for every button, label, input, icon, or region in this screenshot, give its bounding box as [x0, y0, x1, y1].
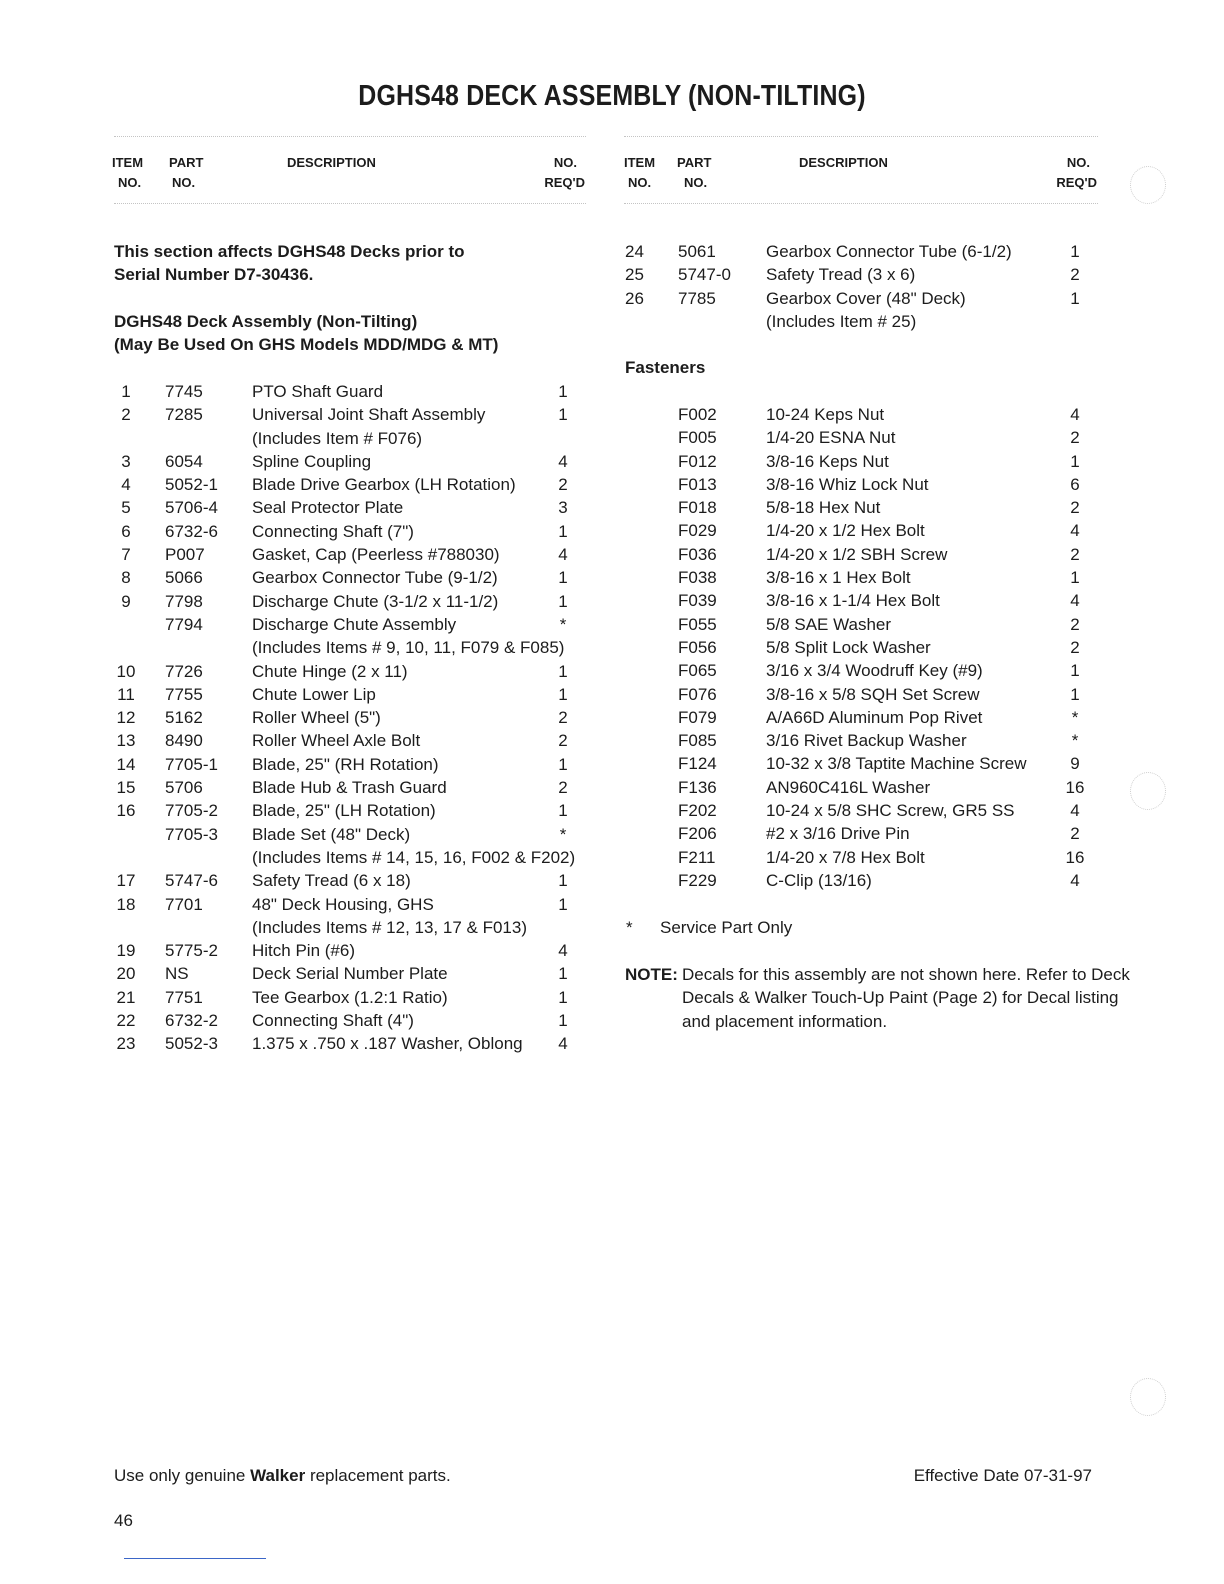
table-row — [0, 263, 1224, 286]
part-number: F005 — [678, 428, 717, 448]
quantity-required: 2 — [1070, 265, 1080, 285]
table-row — [0, 939, 600, 962]
item-number: 13 — [116, 731, 136, 751]
part-description: AN960C416L Washer — [766, 777, 931, 797]
part-description: Chute Hinge (2 x 11) — [252, 661, 408, 681]
intro-line: Serial Number D7-30436. — [114, 265, 314, 285]
part-description: 5/8 SAE Washer — [766, 614, 892, 634]
quantity-required: 1 — [1070, 451, 1080, 471]
part-description: (Includes Items # 12, 13, 17 & F013) — [252, 917, 527, 937]
note-text — [682, 963, 1130, 1033]
col-header-item-left — [112, 153, 143, 193]
part-description: 1.375 x .750 x .187 Washer, Oblong — [252, 1034, 523, 1054]
quantity-required: 2 — [1070, 498, 1080, 518]
binder-hole-icon — [1130, 1378, 1166, 1416]
part-number: F211 — [678, 847, 716, 867]
part-description: 1/4-20 x 7/8 Hex Bolt — [766, 847, 925, 867]
subsection-line: (May Be Used On GHS Models MDD/MDG & MT) — [114, 335, 499, 355]
col-header-item-right — [624, 153, 655, 193]
header-bottom-rule-right — [624, 203, 1098, 204]
quantity-required: 3 — [558, 498, 568, 518]
part-description: (Includes Item # F076) — [252, 428, 423, 448]
quantity-required: 4 — [1070, 591, 1080, 611]
part-number: 8490 — [165, 731, 203, 751]
footer-text: Use only genuine — [114, 1466, 251, 1485]
item-number: 25 — [625, 265, 644, 285]
part-number: F229 — [678, 870, 717, 890]
item-number: 2 — [121, 405, 131, 425]
part-number: F085 — [678, 731, 717, 751]
item-number: 9 — [121, 591, 131, 611]
part-number: 6732-6 — [165, 521, 218, 541]
part-number: F206 — [678, 824, 717, 844]
item-number: 15 — [116, 778, 136, 798]
header-text: NO. — [118, 175, 142, 190]
fastener-row — [0, 776, 1224, 799]
quantity-required: 4 — [558, 1034, 568, 1054]
note-line: Decals for this assembly are not shown here. Refer to Deck — [682, 965, 1130, 984]
note-line: and placement information. — [682, 1011, 888, 1031]
part-number: F056 — [678, 637, 717, 657]
quantity-required: 1 — [1070, 684, 1080, 704]
part-number: F202 — [678, 801, 717, 821]
fastener-row — [0, 822, 1224, 845]
footer-brand: Walker — [250, 1466, 306, 1485]
part-description: 3/8-16 Whiz Lock Nut — [766, 474, 929, 494]
quantity-required: 2 — [1070, 614, 1080, 634]
item-number: 26 — [625, 288, 644, 308]
service-mark: * — [626, 918, 633, 937]
fastener-row — [0, 729, 1224, 752]
quantity-required: 1 — [558, 894, 568, 914]
part-description: 3/8-16 x 5/8 SQH Set Screw — [766, 684, 980, 704]
part-description: Universal Joint Shaft Assembly — [252, 405, 486, 425]
part-description: C-Clip (13/16) — [766, 870, 872, 890]
quantity-required: 1 — [558, 964, 568, 984]
quantity-required: 1 — [1070, 568, 1080, 588]
table-row — [0, 893, 600, 916]
table-row — [0, 240, 1224, 263]
part-number: 5066 — [165, 568, 203, 588]
quantity-required: 2 — [558, 475, 568, 495]
quantity-required: 4 — [558, 451, 568, 471]
part-description: 10-32 x 3/8 Taptite Machine Screw — [766, 754, 1027, 774]
part-description: 5/8 Split Lock Washer — [766, 637, 931, 657]
part-number: 7705-1 — [165, 754, 218, 774]
quantity-required: 1 — [558, 591, 568, 611]
part-number: 7701 — [165, 894, 203, 914]
part-description: Discharge Chute Assembly — [252, 614, 457, 634]
item-number: 19 — [116, 941, 136, 961]
fastener-row — [0, 799, 1224, 822]
header-bottom-rule-left — [114, 203, 586, 204]
part-number: 5162 — [165, 708, 203, 728]
quantity-required: 4 — [1070, 405, 1080, 424]
table-row — [0, 1032, 600, 1055]
part-number: F013 — [678, 474, 717, 494]
part-number: 7745 — [165, 382, 203, 401]
part-number: F018 — [678, 498, 717, 518]
quantity-required: 4 — [1070, 870, 1080, 890]
part-description: Safety Tread (6 x 18) — [252, 871, 411, 891]
part-number: 5052-3 — [165, 1034, 218, 1054]
part-description: Spline Coupling — [252, 451, 372, 471]
quantity-required: 1 — [1070, 288, 1080, 308]
table-row — [0, 986, 600, 1009]
part-description: 3/8-16 x 1-1/4 Hex Bolt — [766, 591, 940, 611]
table-row — [0, 380, 600, 403]
header-text: ITEM — [112, 155, 144, 170]
part-number: F002 — [678, 405, 717, 424]
part-description: Gasket, Cap (Peerless #788030) — [252, 545, 500, 565]
quantity-required: 16 — [1065, 777, 1085, 797]
header-text: NO. — [553, 155, 577, 170]
part-description: Gearbox Cover (48" Deck) — [766, 288, 966, 308]
part-number: 7726 — [165, 661, 203, 681]
quantity-required: 1 — [558, 568, 568, 588]
quantity-required: 2 — [558, 731, 568, 751]
item-number: 4 — [121, 475, 131, 495]
quantity-required: 2 — [1070, 637, 1080, 657]
footer-rule — [124, 1558, 266, 1559]
part-number: 7755 — [165, 684, 203, 704]
quantity-required: * — [559, 824, 567, 844]
item-number: 8 — [121, 568, 131, 588]
part-description: 1/4-20 x 1/2 Hex Bolt — [766, 521, 925, 541]
part-number: 5061 — [678, 242, 716, 261]
part-description: Connecting Shaft (7") — [252, 521, 414, 541]
part-description: 48" Deck Housing, GHS — [252, 894, 434, 914]
part-number: NS — [165, 964, 189, 984]
fastener-row — [0, 846, 1224, 869]
part-description: Chute Lower Lip — [252, 684, 376, 704]
quantity-required: 1 — [1070, 661, 1080, 681]
part-description: Deck Serial Number Plate — [252, 964, 448, 984]
item-number: 24 — [625, 242, 644, 261]
quantity-required: 1 — [558, 987, 568, 1007]
part-number: 6732-2 — [165, 1011, 218, 1031]
part-description: Connecting Shaft (4") — [252, 1011, 414, 1031]
item-number: 23 — [116, 1034, 136, 1054]
part-number: 7705-3 — [165, 824, 218, 844]
part-number: 5747-6 — [165, 871, 218, 891]
item-number: 1 — [121, 382, 131, 401]
part-description: 10-24 Keps Nut — [766, 405, 885, 424]
header-text: NO. — [1066, 155, 1090, 170]
part-description: (Includes Items # 14, 15, 16, F002 & F202) — [252, 847, 576, 867]
part-description: (Includes Items # 9, 10, 11, F079 & F085) — [252, 638, 565, 658]
item-number: 7 — [121, 545, 131, 565]
item-number: 12 — [116, 708, 136, 728]
fastener-row — [0, 403, 1224, 426]
part-description: Roller Wheel (5") — [252, 708, 381, 728]
part-description: Blade Set (48" Deck) — [252, 824, 411, 844]
quantity-required: * — [1071, 731, 1079, 751]
part-description: Roller Wheel Axle Bolt — [252, 731, 421, 751]
item-number: 11 — [117, 684, 135, 704]
fastener-row — [0, 566, 1224, 589]
quantity-required: 9 — [1070, 754, 1080, 774]
part-description: 3/16 x 3/4 Woodruff Key (#9) — [766, 661, 983, 681]
item-number: 14 — [116, 754, 136, 774]
item-number: 6 — [121, 521, 131, 541]
fastener-row — [0, 450, 1224, 473]
part-number: F038 — [678, 568, 717, 588]
col-header-req-right — [1030, 153, 1097, 193]
table-row — [0, 1009, 600, 1032]
note-line: Decals & Walker Touch-Up Paint (Page 2) for Decal listing — [682, 988, 1119, 1008]
footer-disclaimer — [114, 1466, 451, 1486]
note-label: NOTE: — [625, 965, 678, 984]
col-header-desc-right: DESCRIPTION — [799, 155, 888, 170]
part-number: F136 — [678, 777, 717, 797]
quantity-required: 6 — [1070, 474, 1080, 494]
fastener-row — [0, 636, 1224, 659]
quantity-required: 1 — [558, 661, 568, 681]
binder-hole-icon — [1130, 166, 1166, 204]
part-description: Blade, 25" (RH Rotation) — [252, 754, 439, 774]
quantity-required: 2 — [1070, 428, 1080, 448]
item-number: 5 — [121, 498, 131, 518]
part-number: F065 — [678, 661, 717, 681]
binder-hole-icon — [1130, 772, 1166, 810]
table-row — [0, 310, 1224, 333]
part-description: 10-24 x 5/8 SHC Screw, GR5 SS — [766, 801, 1015, 821]
col-header-desc-left: DESCRIPTION — [287, 155, 376, 170]
fasteners-heading: Fasteners — [625, 358, 706, 377]
item-number: 21 — [116, 987, 136, 1007]
table-row — [0, 962, 600, 985]
part-number: F039 — [678, 591, 717, 611]
fastener-row — [0, 613, 1224, 636]
fasteners-table — [0, 403, 1224, 892]
part-number: F029 — [678, 521, 717, 541]
col-header-part-right — [677, 153, 711, 193]
quantity-required: 1 — [558, 382, 568, 401]
fastener-row — [0, 869, 1224, 892]
quantity-required: 1 — [558, 684, 568, 704]
fastener-row — [0, 519, 1224, 542]
fastener-row — [0, 473, 1224, 496]
quantity-required: 4 — [1070, 521, 1080, 541]
part-description: Hitch Pin (#6) — [252, 941, 355, 961]
quantity-required: 2 — [558, 778, 568, 798]
fastener-row — [0, 659, 1224, 682]
quantity-required: 2 — [1070, 824, 1080, 844]
item-number: 20 — [116, 964, 136, 984]
part-description: Gearbox Connector Tube (9-1/2) — [252, 568, 498, 588]
table-row — [0, 916, 600, 939]
part-description: Seal Protector Plate — [252, 498, 404, 518]
part-number: F055 — [678, 614, 717, 634]
item-number: 10 — [116, 661, 136, 681]
fastener-row — [0, 589, 1224, 612]
quantity-required: 1 — [558, 754, 568, 774]
quantity-required: 4 — [1070, 801, 1080, 821]
part-number: 7705-2 — [165, 801, 218, 821]
quantity-required: 4 — [558, 545, 568, 565]
footer-text: replacement parts. — [305, 1466, 451, 1485]
part-number: 6054 — [165, 451, 203, 471]
part-description: Blade, 25" (LH Rotation) — [252, 801, 436, 821]
quantity-required: 1 — [558, 871, 568, 891]
item-number: 22 — [116, 1011, 136, 1031]
part-number: 7785 — [678, 288, 716, 308]
part-number: 5052-1 — [165, 475, 218, 495]
part-description: Blade Drive Gearbox (LH Rotation) — [252, 475, 516, 495]
intro-line: This section affects DGHS48 Decks prior to — [114, 242, 465, 261]
item-number: 3 — [121, 451, 131, 471]
part-description: 3/8-16 Keps Nut — [766, 451, 889, 471]
part-description: Gearbox Connector Tube (6-1/2) — [766, 242, 1012, 261]
part-number: F124 — [678, 754, 717, 774]
header-text: ITEM — [624, 155, 656, 170]
subsection-line: DGHS48 Deck Assembly (Non-Tilting) — [114, 312, 418, 331]
fastener-row — [0, 496, 1224, 519]
header-text: NO. — [172, 175, 196, 190]
fastener-row — [0, 543, 1224, 566]
quantity-required: 1 — [558, 405, 568, 425]
part-number: 5706 — [165, 778, 203, 798]
part-description: PTO Shaft Guard — [252, 382, 384, 401]
fastener-row — [0, 683, 1224, 706]
table-row — [0, 287, 1224, 310]
fastener-row — [0, 752, 1224, 775]
item-number: 18 — [116, 894, 136, 914]
item-number: 16 — [116, 801, 136, 821]
part-number: 7798 — [165, 591, 203, 611]
col-header-part-left — [169, 153, 203, 193]
parts-table-right — [0, 240, 1224, 333]
service-part-text: Service Part Only — [660, 918, 793, 937]
part-number: F079 — [678, 707, 717, 727]
part-description: 1/4-20 ESNA Nut — [766, 428, 896, 448]
header-text: PART — [169, 155, 204, 170]
part-number: 5775-2 — [165, 941, 218, 961]
page-number: 46 — [114, 1511, 133, 1530]
part-description: Blade Hub & Trash Guard — [252, 778, 447, 798]
part-description: 1/4-20 x 1/2 SBH Screw — [766, 544, 948, 564]
fastener-row — [0, 426, 1224, 449]
quantity-required: 16 — [1065, 847, 1085, 867]
part-description: (Includes Item # 25) — [766, 311, 917, 331]
quantity-required: 2 — [558, 708, 568, 728]
quantity-required: * — [1071, 707, 1079, 727]
header-text: NO. — [684, 175, 708, 190]
header-text: NO. — [628, 175, 652, 190]
part-number: 5747-0 — [678, 265, 731, 285]
quantity-required: 2 — [1070, 544, 1080, 564]
quantity-required: 1 — [558, 521, 568, 541]
header-text: REQ'D — [1056, 175, 1097, 190]
part-number: F076 — [678, 684, 717, 704]
part-number: F012 — [678, 451, 717, 471]
part-number: 5706-4 — [165, 498, 218, 518]
item-number: 17 — [116, 871, 136, 891]
quantity-required: 1 — [1070, 242, 1080, 261]
part-number: 7794 — [165, 614, 203, 634]
header-top-rule-right — [624, 136, 1098, 137]
page-title: DGHS48 DECK ASSEMBLY (NON-TILTING) — [358, 80, 866, 112]
part-number: 7751 — [165, 987, 203, 1007]
part-description: 3/16 Rivet Backup Washer — [766, 731, 967, 751]
quantity-required: 4 — [558, 941, 568, 961]
header-top-rule-left — [114, 136, 586, 137]
part-description: 3/8-16 x 1 Hex Bolt — [766, 568, 911, 588]
quantity-required: * — [559, 614, 567, 634]
part-description: Discharge Chute (3-1/2 x 11-1/2) — [252, 591, 499, 611]
part-number: P007 — [165, 545, 205, 565]
quantity-required: 1 — [558, 801, 568, 821]
part-number: F036 — [678, 544, 717, 564]
part-description: #2 x 3/16 Drive Pin — [766, 824, 910, 844]
header-text: REQ'D — [544, 175, 585, 190]
fastener-row — [0, 706, 1224, 729]
header-text: PART — [677, 155, 712, 170]
part-description: 5/8-18 Hex Nut — [766, 498, 881, 518]
part-description: A/A66D Aluminum Pop Rivet — [766, 707, 983, 727]
part-number: 7285 — [165, 405, 203, 425]
col-header-req-left — [520, 153, 585, 193]
part-description: Tee Gearbox (1.2:1 Ratio) — [252, 987, 448, 1007]
part-description: Safety Tread (3 x 6) — [766, 265, 916, 285]
quantity-required: 1 — [558, 1011, 568, 1031]
effective-date: Effective Date 07-31-97 — [913, 1466, 1092, 1485]
